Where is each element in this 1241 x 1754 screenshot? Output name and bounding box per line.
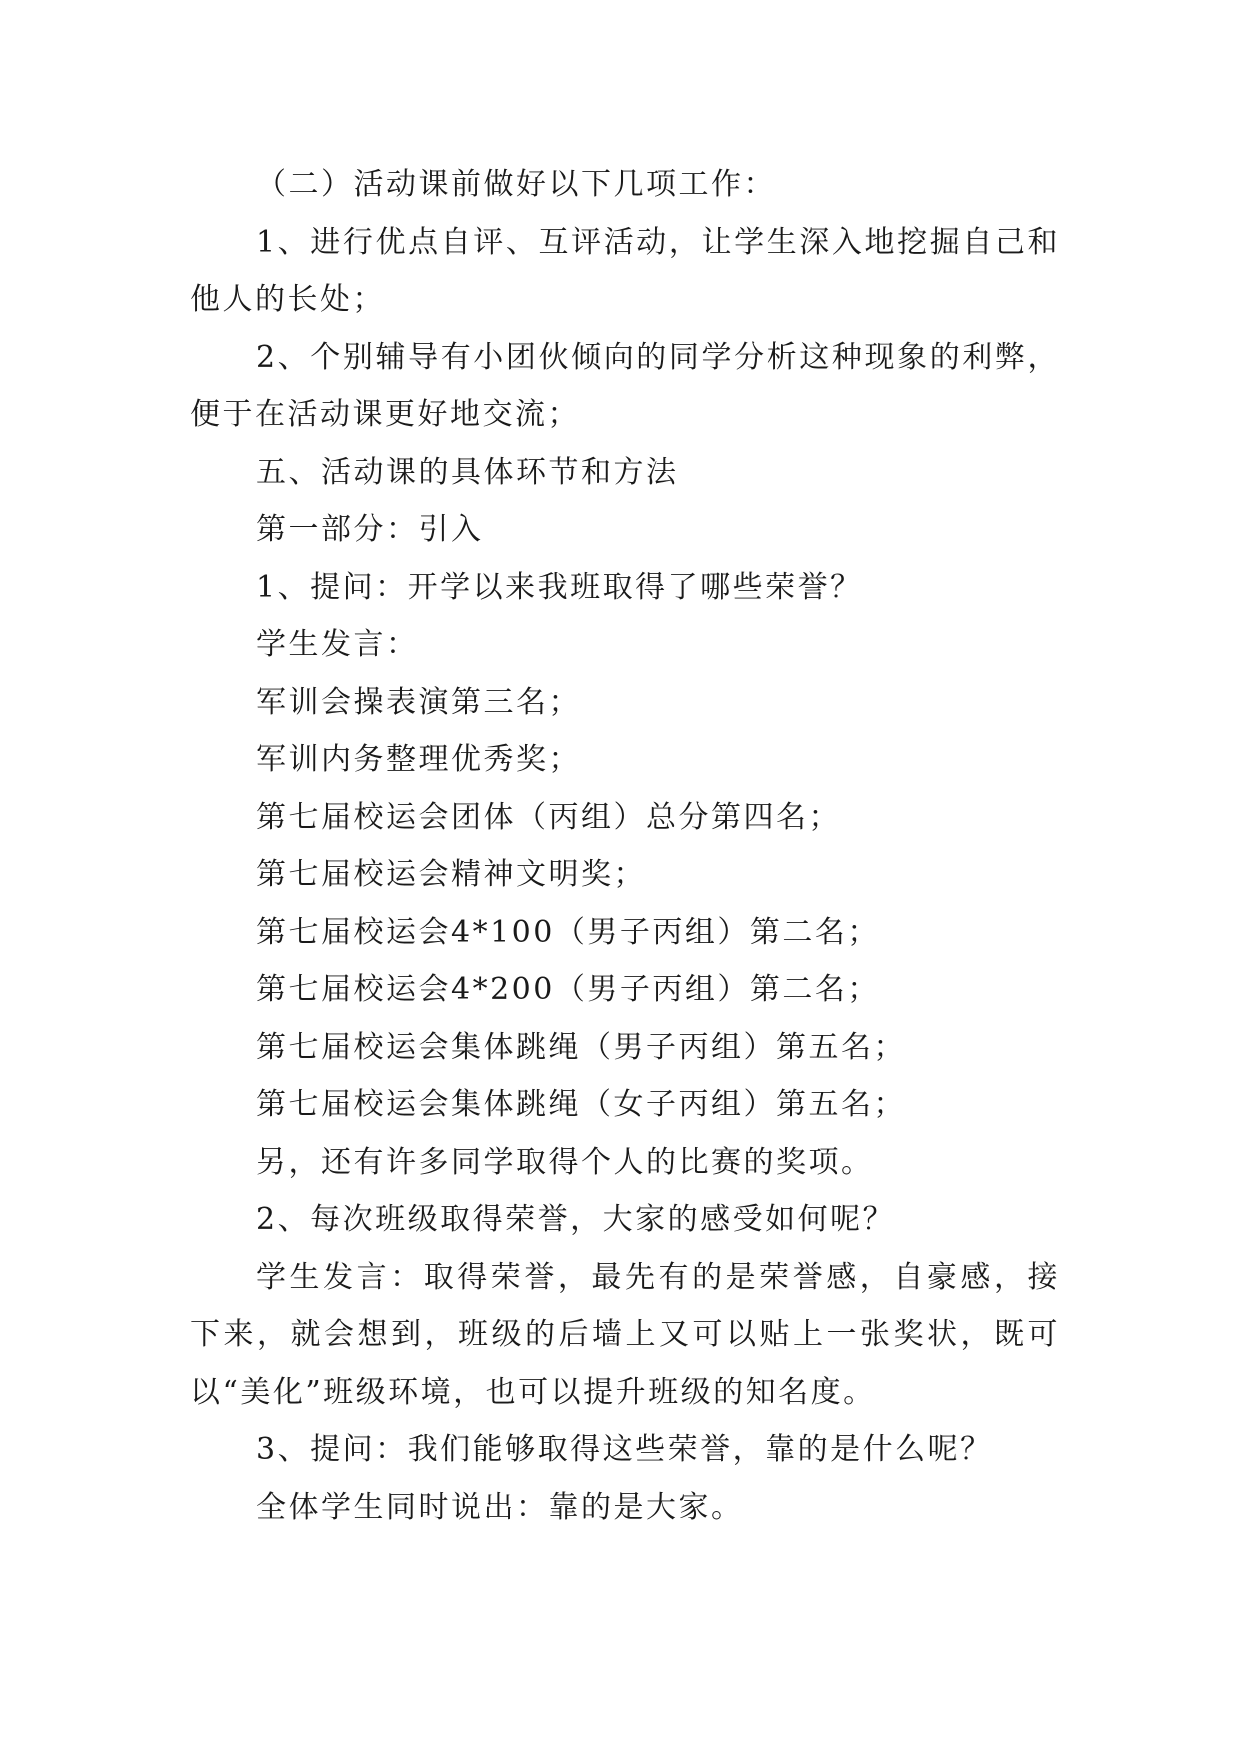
list-item: 第七届校运会集体跳绳（男子丙组）第五名； [256, 1029, 906, 1065]
list-item: 第七届校运会4*200（男子丙组）第二名； [256, 972, 880, 1007]
paragraph: 3、提问：我们能够取得这些荣誉，靠的是什么呢？ [256, 1432, 993, 1467]
paragraph: 2、每次班级取得荣誉，大家的感受如何呢？ [256, 1202, 896, 1237]
paragraph: 学生发言： [256, 627, 419, 662]
paragraph: 1、提问：开学以来我班取得了哪些荣誉？ [256, 569, 863, 605]
document-body [190, 156, 1060, 1536]
paragraph: 全体学生同时说出：靠的是大家。 [256, 1489, 744, 1525]
list-item: 军训会操表演第三名； [256, 684, 581, 720]
subsection-heading: 第一部分：引入 [256, 512, 484, 547]
list-item: 第七届校运会集体跳绳（女子丙组）第五名； [256, 1087, 906, 1122]
paragraph: 另，还有许多同学取得个人的比赛的奖项。 [256, 1144, 874, 1180]
list-item: 军训内务整理优秀奖； [256, 742, 581, 777]
list-item: 第七届校运会团体（丙组）总分第四名； [256, 799, 841, 835]
paragraph: 2、个别辅导有小团伙倾向的同学分析这种现象的利弊，便于在活动课更好地交流； [190, 339, 1060, 432]
list-item: 第七届校运会精神文明奖； [256, 857, 646, 892]
paragraph: 1、进行优点自评、互评活动，让学生深入地挖掘自己和他人的长处； [190, 224, 1060, 317]
paragraph: （二）活动课前做好以下几项工作： [256, 167, 776, 202]
list-item: 第七届校运会4*100（男子丙组）第二名； [256, 914, 880, 950]
paragraph: 学生发言：取得荣誉，最先有的是荣誉感，自豪感，接下来，就会想到，班级的后墙上又可以贴上一张奖状，既可以“美化”班级环境，也可以提升班级的知名度。 [190, 1259, 1060, 1410]
section-heading: 五、活动课的具体环节和方法 [256, 454, 679, 490]
